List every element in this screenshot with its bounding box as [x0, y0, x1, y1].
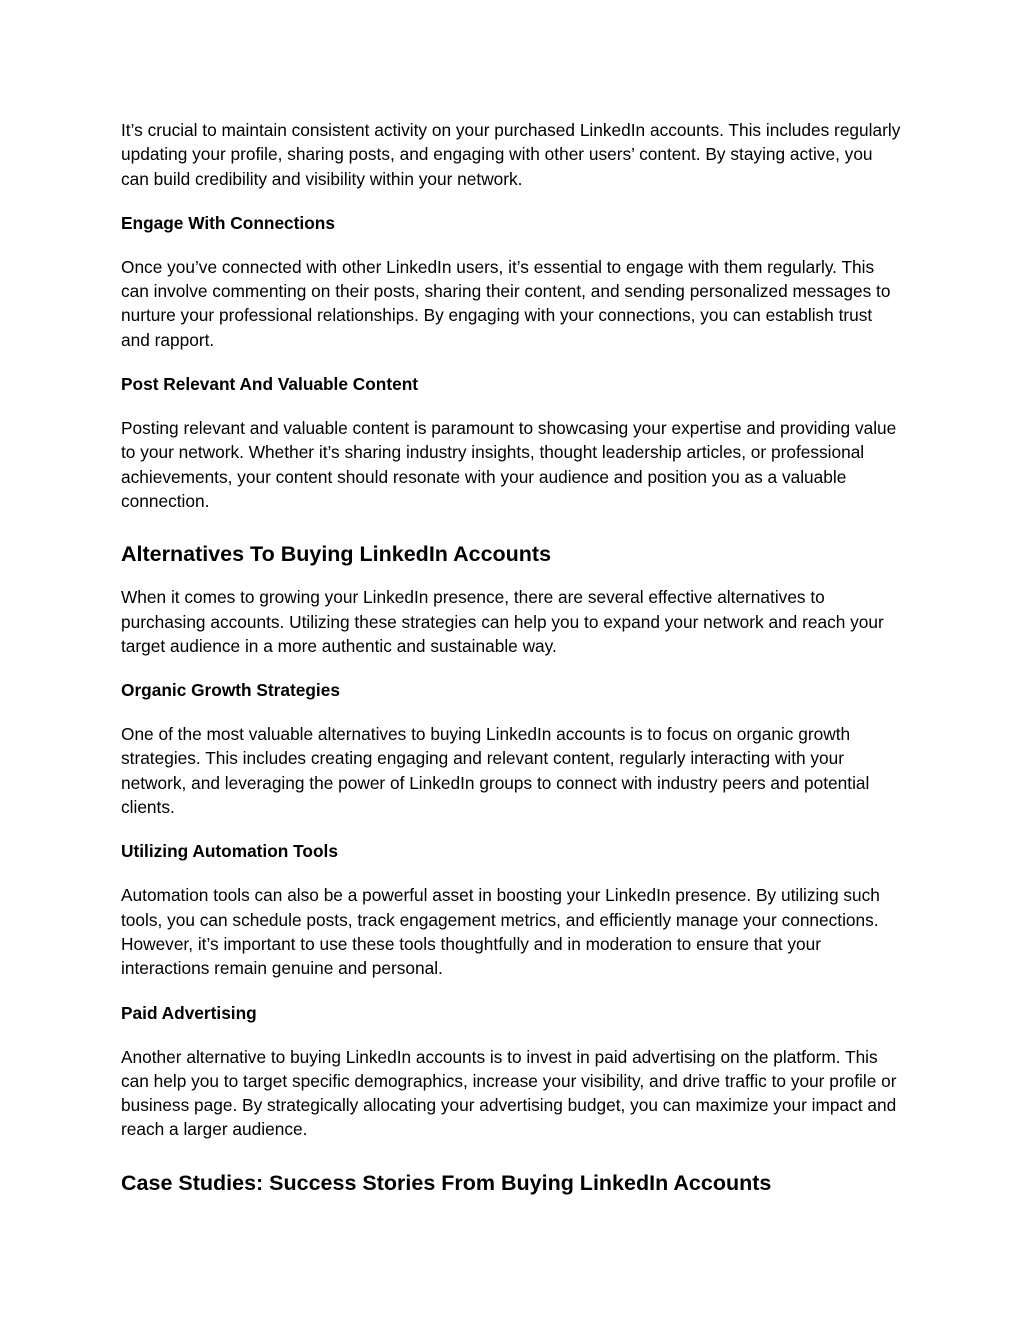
organic-growth-paragraph: One of the most valuable alternatives to buying LinkedIn accounts is to focus on organic growth strategies. This includes creating engaging and relevant content, regularly interacting with your network, and leveraging the power of LinkedIn groups to connect with industry peers and potential clients.	[121, 724, 870, 818]
paid-advertising-heading: Paid Advertising	[121, 1002, 257, 1023]
alternatives-heading: Alternatives To Buying LinkedIn Accounts	[121, 542, 552, 567]
paid-advertising-paragraph: Another alternative to buying LinkedIn accounts is to invest in paid advertising on the platform. This can help you to target specific demographics, increase your visibility, and drive traffic to your profile or business page. By strategically allocating your advertising budget, you can maximize your impact and reach a larger audience.	[121, 1046, 897, 1140]
organic-growth-heading: Organic Growth Strategies	[121, 680, 340, 701]
case-studies-heading: Case Studies: Success Stories From Buying LinkedIn Accounts	[121, 1170, 772, 1195]
automation-tools-paragraph: Automation tools can also be a powerful asset in boosting your LinkedIn presence. By utilizing such tools, you can schedule posts, track engagement metrics, and efficiently manage your connections. However, it’s important to use these tools thoughtfully and in moderation to ensure that your interactions remain genuine and personal.	[121, 885, 880, 979]
intro-paragraph: It’s crucial to maintain consistent activity on your purchased LinkedIn accounts. This includes regularly updating your profile, sharing posts, and engaging with other users’ content. By staying active, you can build credibility and visibility within your network.	[121, 120, 901, 189]
engage-with-connections-paragraph: Once you’ve connected with other LinkedIn users, it’s essential to engage with them regularly. This can involve commenting on their posts, sharing their content, and sending personalized messages to nurture your professional relationships. By engaging with your connections, you can establish trust and rapport.	[121, 256, 891, 350]
automation-tools-heading: Utilizing Automation Tools	[121, 841, 338, 862]
document-page	[121, 118, 903, 1214]
post-relevant-content-heading: Post Relevant And Valuable Content	[121, 374, 419, 395]
engage-with-connections-heading: Engage With Connections	[121, 212, 335, 233]
post-relevant-content-paragraph: Posting relevant and valuable content is paramount to showcasing your expertise and providing value to your network. Whether it’s sharing industry insights, thought leadership articles, or professional achievements, your content should resonate with your audience and position you as a valuable connection.	[121, 418, 897, 511]
alternatives-paragraph: When it comes to growing your LinkedIn presence, there are several effective alternatives to purchasing accounts. Utilizing these strategies can help you to expand your network and reach your target audience in a more authentic and sustainable way.	[121, 587, 884, 656]
